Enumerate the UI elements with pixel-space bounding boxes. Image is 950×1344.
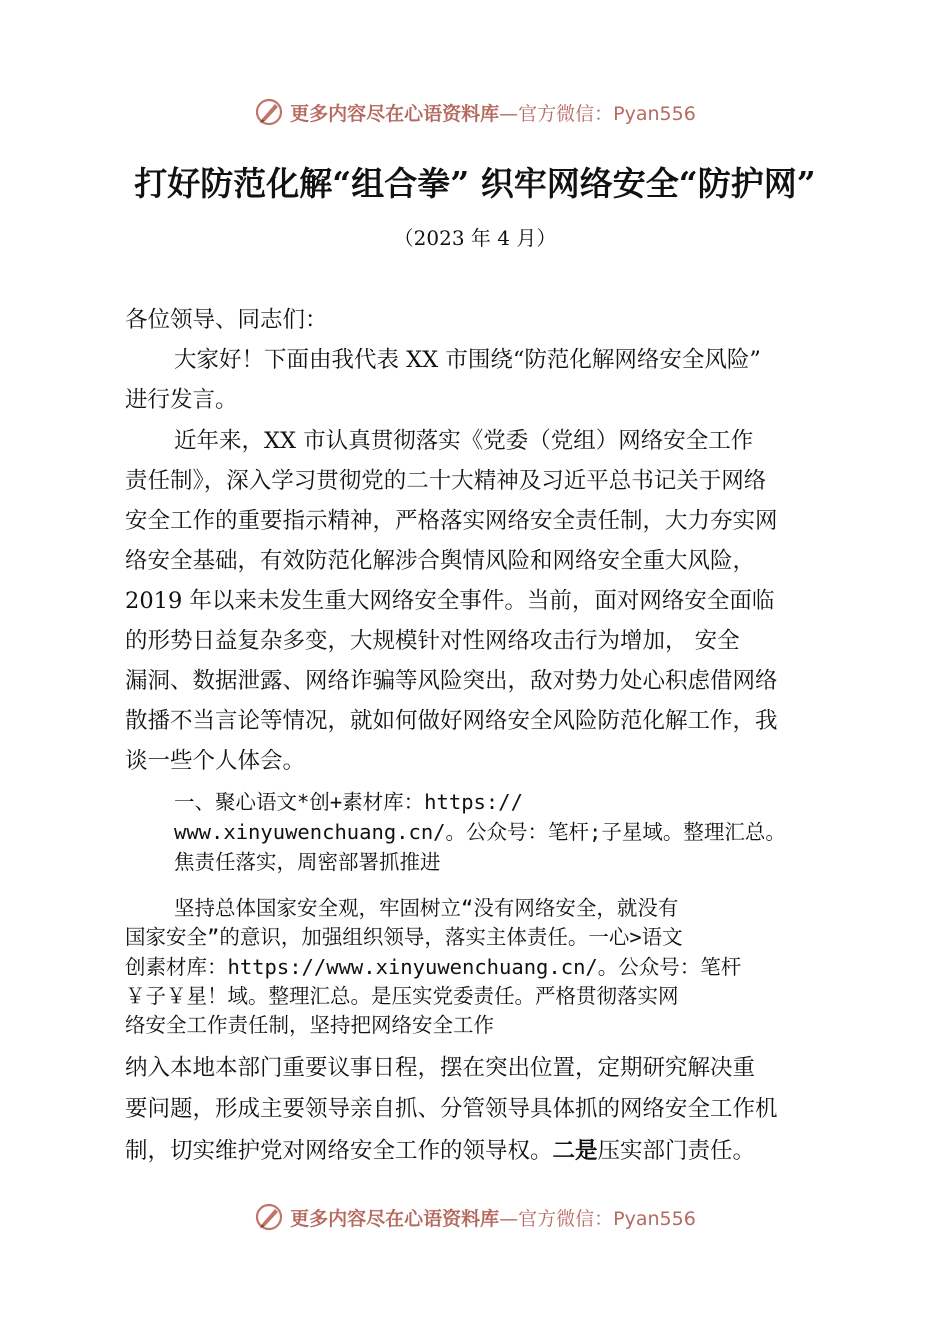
paragraph-line: 近年来，XX 市认真贯彻落实《党委（党组）网络安全工作 [174,428,754,454]
paragraph-line: 进行发言。 [125,387,238,413]
text-run: 压实部门责任。 [597,1138,756,1164]
banner-main-text: 更多内容尽在心语资料库 [290,102,500,125]
paragraph-line: 纳入本地本部门重要议事日程，摆在突出位置，定期研究解决重 [125,1055,756,1081]
text-run: 制，切实维护党对网络安全工作的领导权。 [125,1138,553,1164]
paragraph-line: 谈一些个人体会。 [125,748,306,774]
paragraph-line: 2019 年以来未发生重大网络安全事件。当前，面对网络安全面临 [125,588,775,614]
section-heading-line: www.xinyuwenchuang.cn/。公众号：笔杆;子星域。整理汇总。 [174,820,786,844]
section-heading-line: 一、聚心语文*创+素材库：https:// [174,790,523,814]
banner-contact-text: —官方微信：Pyan556 [499,1207,696,1230]
salutation: 各位领导、同志们： [125,307,328,333]
watermark-banner-bottom [0,1197,950,1237]
paragraph-line: 责任制》，深入学习贯彻党的二十大精神及习近平总书记关于网络 [125,468,767,494]
paragraph-line: 漏洞、数据泄露、网络诈骗等风险突出，敌对势力处心积虑借网络 [125,668,778,694]
paragraph-line: 的形势日益复杂多变，大规模针对性网络攻击行为增加， 安全 [125,628,740,654]
paragraph-line: 络安全工作责任制，坚持把网络安全工作 [125,1013,494,1037]
banner-main-text: 更多内容尽在心语资料库 [290,1207,500,1230]
document-title: 打好防范化解“组合拳” 织牢网络安全“防护网” [134,164,816,203]
pen-logo-icon [254,97,284,127]
watermark-banner-top [0,92,950,132]
paragraph-line: 大家好！下面由我代表 XX 市围绕“防范化解网络安全风险” [174,347,761,373]
emphasis-text: 二是 [552,1138,598,1164]
paragraph-line: 安全工作的重要指示精神，严格落实网络安全责任制，大力夯实网 [125,508,778,534]
paragraph-line: ￥子￥星！域。整理汇总。是压实党委责任。严格贯彻落实网 [125,984,679,1008]
paragraph-line: 要问题，形成主要领导亲自抓、分管领导具体抓的网络安全工作机 [125,1096,778,1122]
paragraph-line: 国家安全”的意识，加强组织领导，落实主体责任。一心>语文 [125,925,683,949]
section-heading-line: 焦责任落实，周密部署抓推进 [174,850,441,874]
paragraph-last-line [125,1137,755,1165]
paragraph-line: 创素材库：https://www.xinyuwenchuang.cn/。公众号：笔杆 [125,955,742,979]
paragraph-line: 坚持总体国家安全观，牢固树立“没有网络安全，就没有 [174,896,679,920]
pen-logo-icon [254,1202,284,1232]
document-date: （2023 年 4 月） [393,226,557,250]
paragraph-line: 散播不当言论等情况，就如何做好网络安全风险防范化解工作，我 [125,708,778,734]
paragraph-line: 络安全基础，有效防范化解涉合舆情风险和网络安全重大风险， [125,548,756,574]
banner-contact-text: —官方微信：Pyan556 [499,102,696,125]
